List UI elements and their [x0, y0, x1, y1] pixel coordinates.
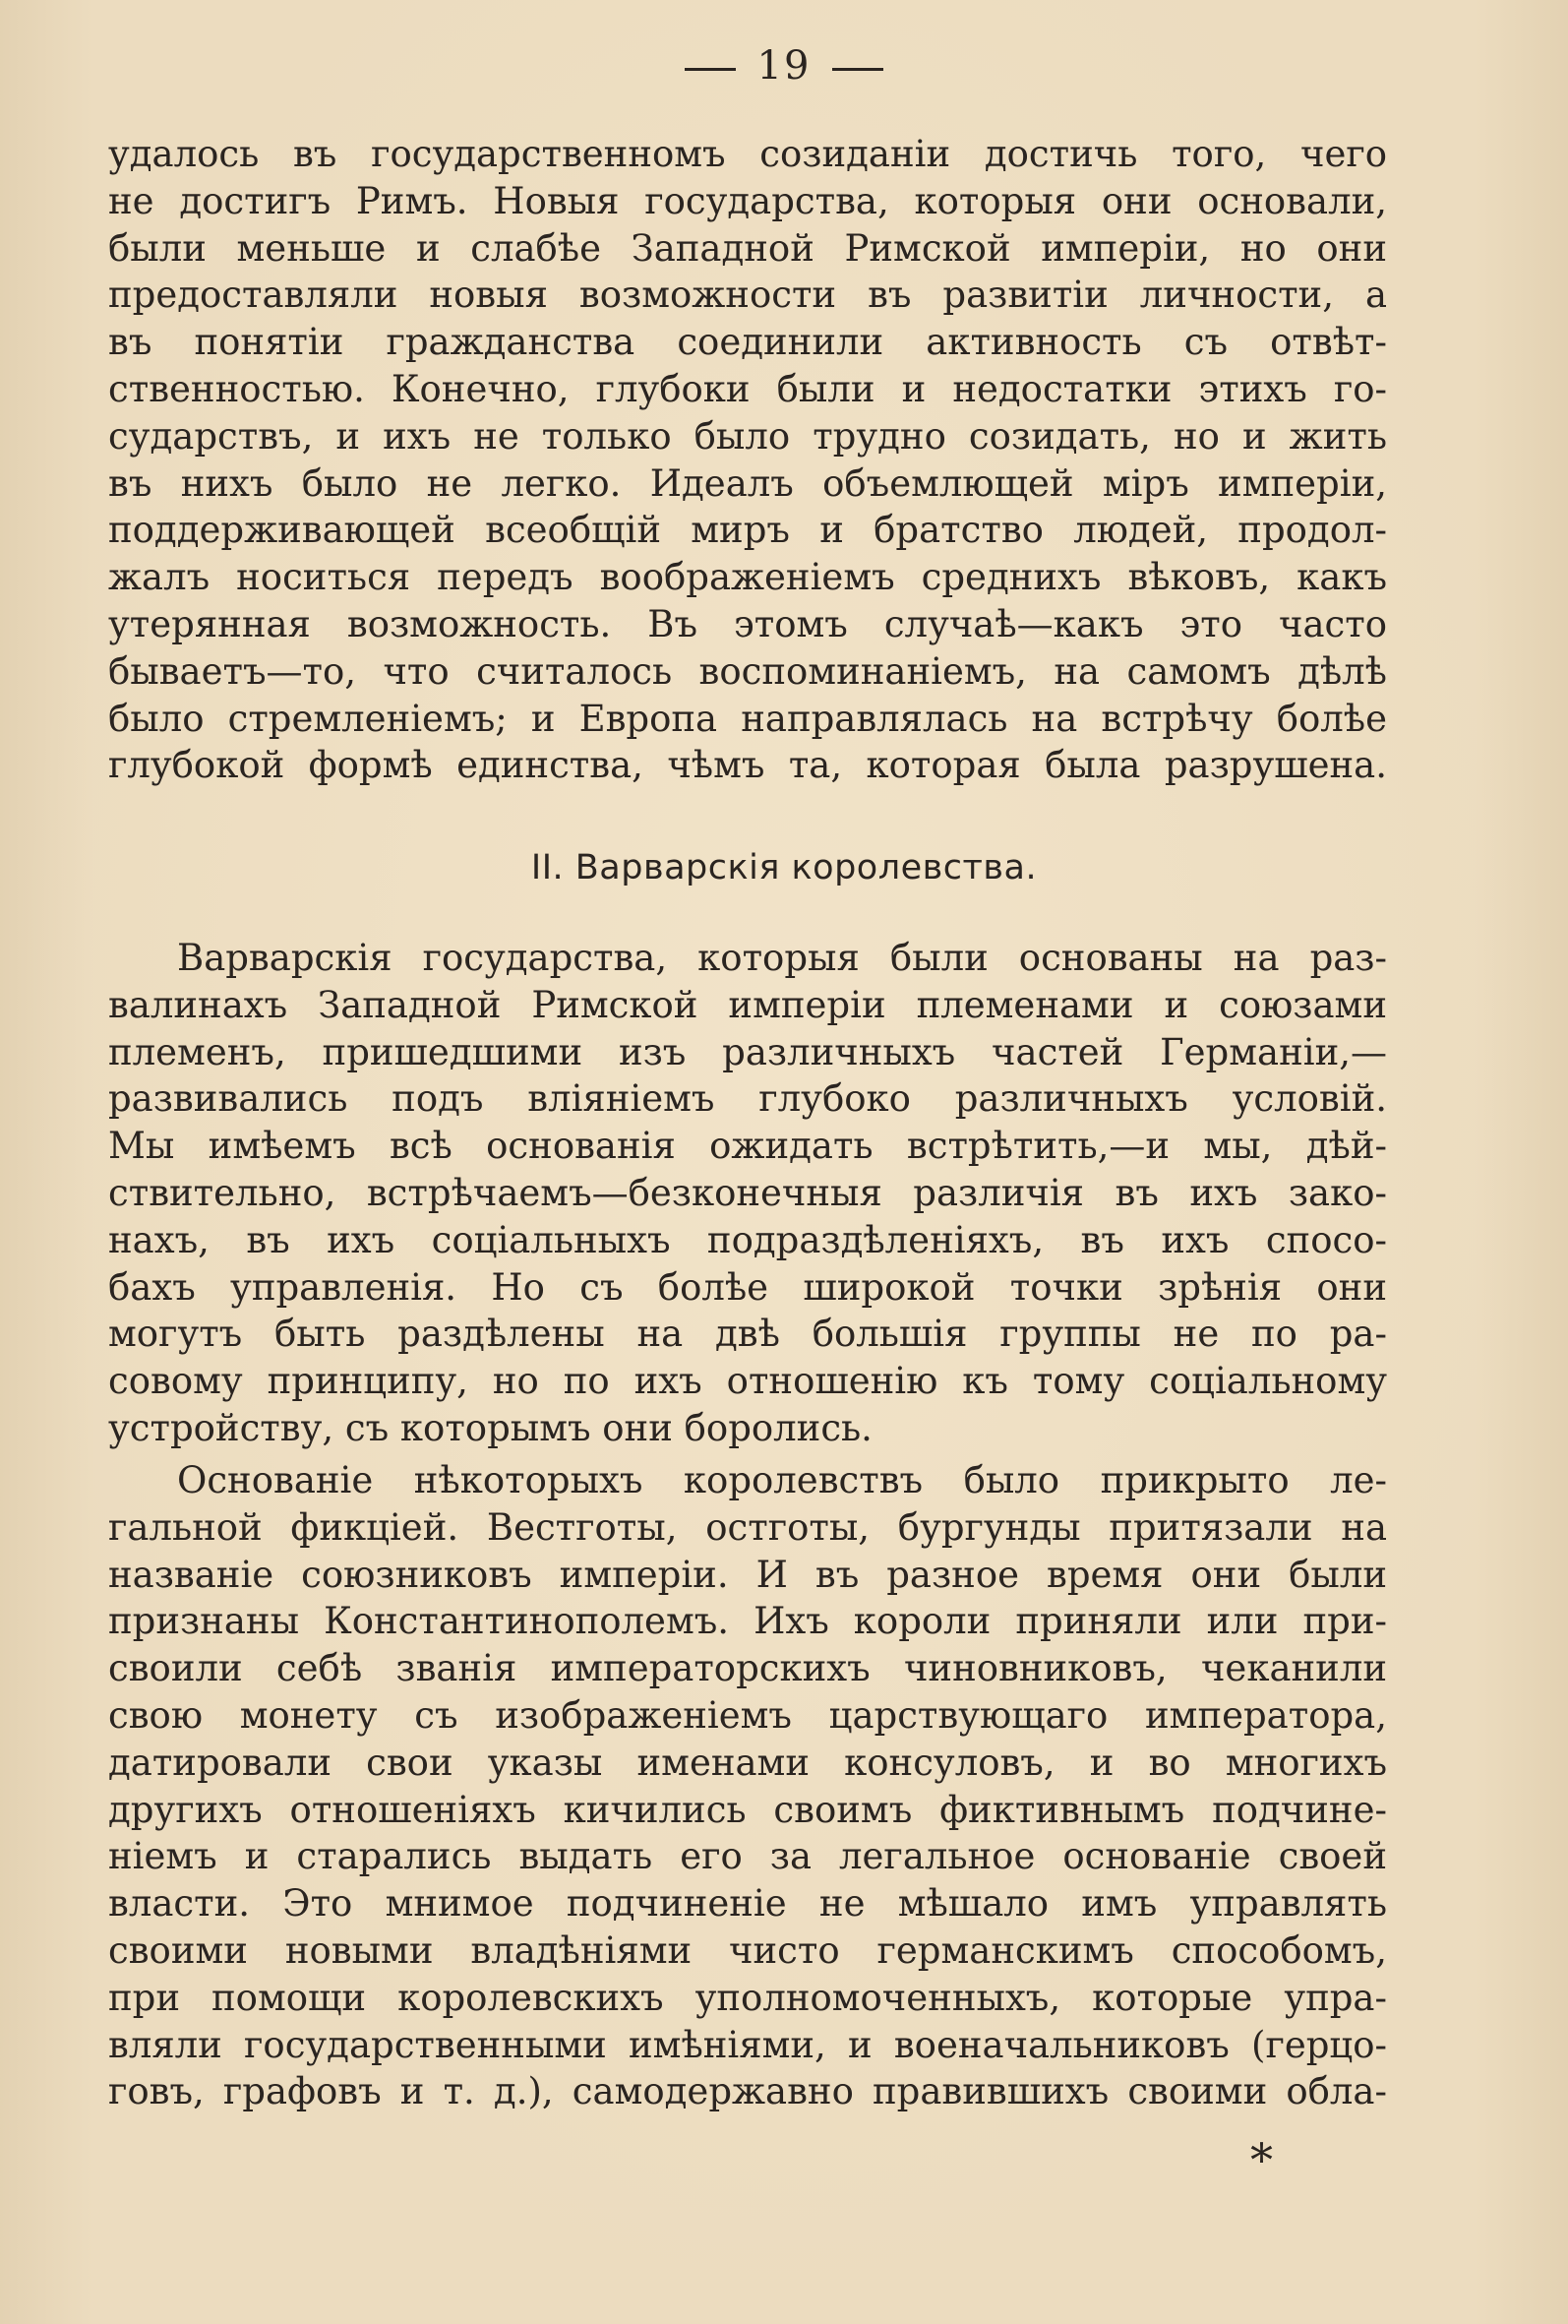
text-line: нахъ, въ ихъ соціальныхъ подраздѣленіяхъ, въ ихъ спосо-	[108, 1218, 1387, 1261]
text-line: могутъ быть раздѣлены на двѣ большія группы не по ра-	[108, 1313, 1387, 1356]
text-line: удалось въ государственномъ созиданіи достичь того, чего	[108, 133, 1387, 175]
text-line: власти. Это мнимое подчиненіе не мѣшало имъ управлять	[108, 1882, 1387, 1926]
page-number-header	[0, 43, 1568, 89]
text-line: предоставляли новыя возможности въ развитіи личности, а	[108, 274, 1387, 317]
text-line: валинахъ Западной Римской имперіи племенами и союзами	[108, 983, 1387, 1026]
left-dash	[685, 68, 736, 71]
text-line: ственностью. Конечно, глубоки были и недостатки этихъ го-	[108, 367, 1387, 410]
text-line: глубокой формѣ единства, чѣмъ та, которая была разрушена.	[108, 744, 1387, 787]
paragraph-2	[108, 935, 1387, 1452]
text-line: племенъ, пришедшими изъ различныхъ частей Германіи,—	[108, 1030, 1387, 1073]
text-line: въ нихъ было не легко. Идеалъ объемлющей міръ имперіи,	[108, 461, 1387, 505]
text-line: вляли государственными имѣніями, и военачальниковъ (герцо-	[108, 2023, 1387, 2066]
text-line: сударствъ, и ихъ не только было трудно созидать, но и жить	[108, 414, 1387, 458]
text-line: ніемъ и старались выдать его за легальное основаніе своей	[108, 1835, 1387, 1878]
text-line: датировали свои указы именами консуловъ, и во многихъ	[108, 1741, 1387, 1784]
text-line: были меньше и слабѣе Западной Римской имперіи, но они	[108, 226, 1387, 270]
text-line: поддерживающей всеобщій миръ и братство людей, продол-	[108, 509, 1387, 552]
right-dash	[832, 68, 883, 71]
text-line: при помощи королевскихъ уполномоченныхъ, которые упра-	[108, 1976, 1387, 2019]
text-line: не достигъ Римъ. Новыя государства, которыя они основали,	[108, 179, 1387, 222]
text-line: было стремленіемъ; и Европа направлялась на встрѣчу болѣе	[108, 697, 1387, 740]
text-line: въ понятіи гражданства соединили активность съ отвѣт-	[108, 321, 1387, 364]
text-line: Варварскія государства, которыя были основаны на раз-	[177, 937, 1387, 979]
text-line: гальной фикціей. Вестготы, остготы, бургунды притязали на	[108, 1505, 1387, 1549]
text-line: признаны Константинополемъ. Ихъ короли приняли или при-	[108, 1600, 1387, 1643]
text-line: бываетъ—то, что считалось воспоминаніемъ, на самомъ дѣлѣ	[108, 649, 1387, 693]
text-line: своили себѣ званія императорскихъ чиновниковъ, чеканили	[108, 1647, 1387, 1690]
text-line: ствительно, встрѣчаемъ—безконечныя различія въ ихъ зако-	[108, 1171, 1387, 1214]
text-line: своими новыми владѣніями чисто германскимъ способомъ,	[108, 1928, 1387, 1972]
text-line: совому принципу, но по ихъ отношенію къ тому соціальному	[108, 1360, 1387, 1403]
text-line: жалъ носиться передъ воображеніемъ среднихъ вѣковъ, какъ	[108, 556, 1387, 599]
text-line: Мы имѣемъ всѣ основанія ожидать встрѣтить,—и мы, дѣй-	[108, 1125, 1387, 1168]
text-line: устройству, съ которымъ они боролись.	[108, 1406, 873, 1449]
text-line: Основаніе нѣкоторыхъ королевствъ было прикрыто ле-	[177, 1459, 1387, 1501]
text-line: развивались подъ вліяніемъ глубоко различныхъ условій.	[108, 1077, 1387, 1121]
text-line: бахъ управленія. Но съ болѣе широкой точки зрѣнія они	[108, 1265, 1387, 1309]
text-line: свою монету съ изображеніемъ царствующаго императора,	[108, 1693, 1387, 1737]
text-line: другихъ отношеніяхъ кичились своимъ фиктивнымъ подчине-	[108, 1788, 1387, 1831]
signature-mark: *	[1250, 2133, 1273, 2186]
text-line: названіе союзниковъ имперіи. И въ разное время они были	[108, 1553, 1387, 1596]
paragraph-3	[108, 1457, 1387, 2115]
text-line: говъ, графовъ и т. д.), самодержавно правившихъ своими обла-	[108, 2070, 1387, 2113]
text-line: утерянная возможность. Въ этомъ случаѣ—какъ это часто	[108, 602, 1387, 645]
section-heading: II. Варварскія королевства.	[530, 848, 1038, 887]
paragraph-1	[108, 131, 1387, 789]
page-number: 19	[756, 43, 812, 89]
